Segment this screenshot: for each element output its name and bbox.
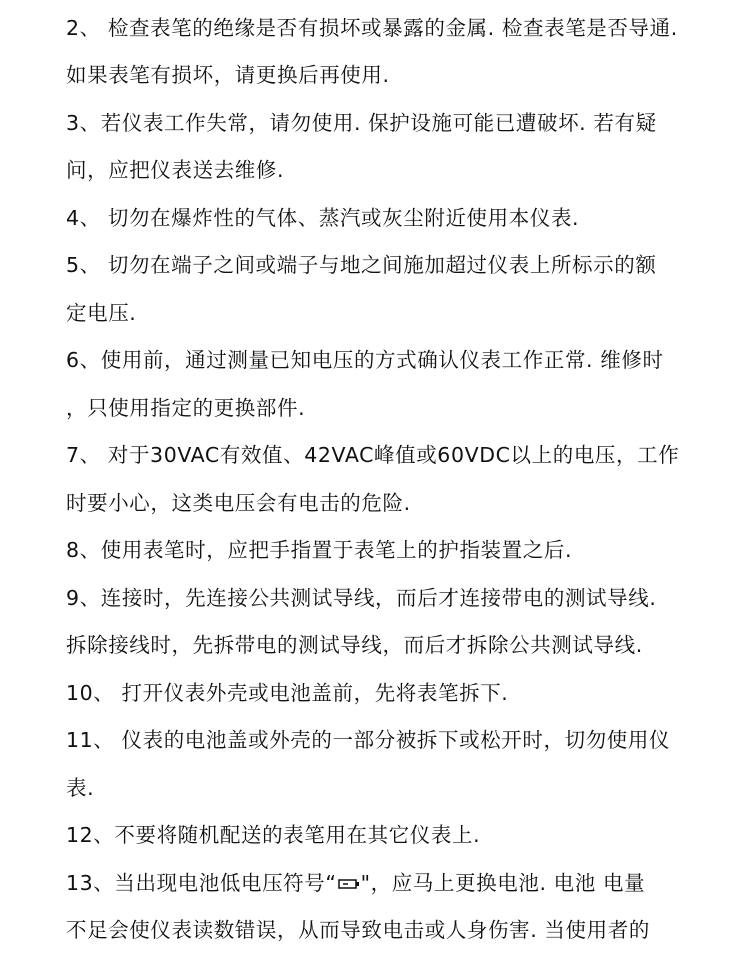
text-line: 不足会使仪表读数错误，从而导致电击或人身伤害. 当使用者的 (66, 918, 650, 942)
text-line: 定电压. (66, 301, 137, 325)
text-line: ，只使用指定的更换部件. (66, 396, 306, 420)
text-line: 6、使用前，通过测量已知电压的方式确认仪表工作正常. 维修时 (66, 348, 664, 372)
battery-low-icon (338, 877, 360, 891)
text-line: 问，应把仪表送去维修. (66, 158, 285, 182)
text-line: 5、 切勿在端子之间或端子与地之间施加超过仪表上所标示的额 (66, 253, 657, 277)
text-line-battery (66, 863, 645, 903)
text-line: 拆除接线时，先拆带电的测试导线，而后才拆除公共测试导线. (66, 633, 643, 657)
text-line: 8、使用表笔时，应把手指置于表笔上的护指装置之后. (66, 538, 573, 562)
text-line: 12、不要将随机配送的表笔用在其它仪表上. (66, 823, 481, 847)
text-line: 表. (66, 776, 95, 800)
text-line: 7、 对于30VAC有效值、42VAC峰值或60VDC以上的电压，工作 (66, 443, 680, 467)
text-line: 时要小心，这类电压会有电击的危险. (66, 491, 411, 515)
text-line: 4、 切勿在爆炸性的气体、蒸汽或灰尘附近使用本仪表. (66, 206, 580, 230)
text-line: 如果表笔有损坏，请更换后再使用. (66, 63, 390, 87)
text-line: 11、 仪表的电池盖或外壳的一部分被拆下或松开时，切勿使用仪 (66, 728, 671, 752)
text-line: 9、连接时，先连接公共测试导线，而后才连接带电的测试导线. (66, 586, 657, 610)
battery-line-after: "，应马上更换电池. 电池 电量 (360, 871, 646, 895)
battery-line-before: 13、当出现电池低电压符号“ (66, 871, 337, 895)
text-line: 10、 打开仪表外壳或电池盖前，先将表笔拆下. (66, 681, 509, 705)
text-line: 3、若仪表工作失常，请勿使用. 保护设施可能已遭破坏. 若有疑 (66, 111, 657, 135)
text-line: 2、 检查表笔的绝缘是否有损坏或暴露的金属. 检查表笔是否导通. (66, 16, 678, 40)
